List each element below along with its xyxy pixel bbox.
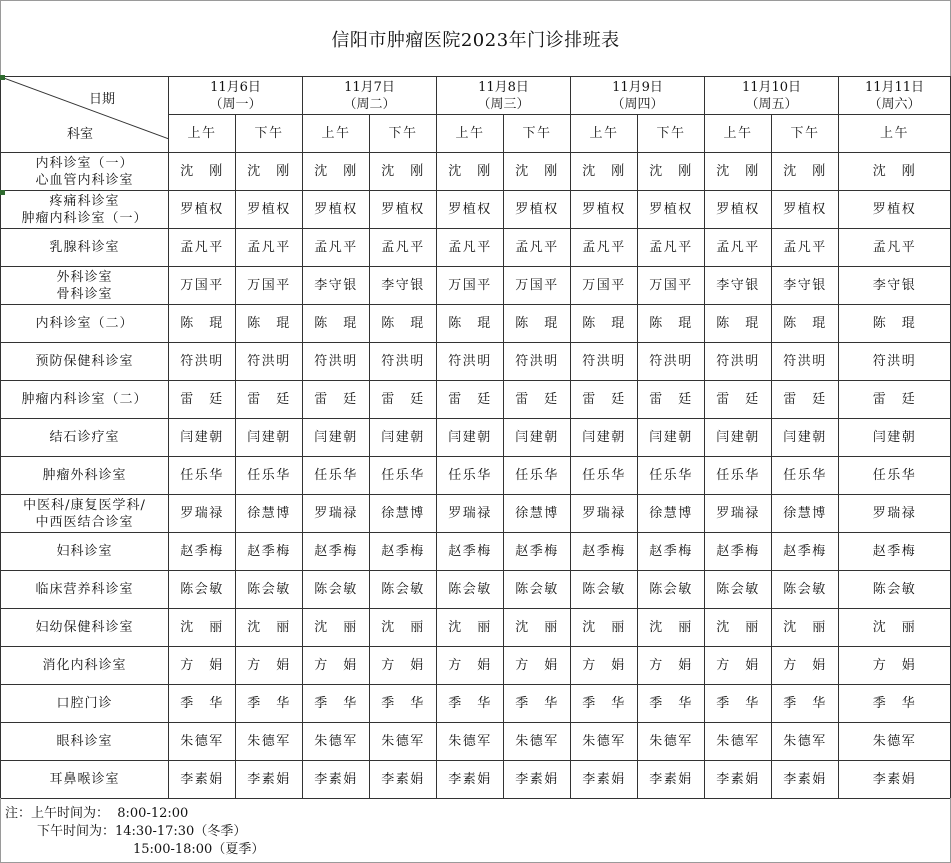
date-header-row <box>1 77 951 115</box>
day-weekday: （周四） <box>611 96 664 112</box>
doctor-cell: 赵季梅 <box>839 533 951 571</box>
department-name: 内科诊室（二） <box>35 316 134 331</box>
department-axis-label: 科室 <box>67 127 94 142</box>
doctor-cell: 孟凡平 <box>303 229 370 267</box>
doctor-cell: 沈 丽 <box>638 609 705 647</box>
doctor-cell: 任乐华 <box>236 457 303 495</box>
doctor-cell: 任乐华 <box>370 457 437 495</box>
doctor-cell: 李素娟 <box>638 761 705 799</box>
department-cell <box>1 685 169 723</box>
doctor-cell: 孟凡平 <box>236 229 303 267</box>
doctor-cell: 闫建朝 <box>839 419 951 457</box>
department-name: 心血管内科诊室 <box>35 172 134 188</box>
corner-header <box>1 77 169 153</box>
day-date: 11月6日 <box>210 79 261 95</box>
session-header: 上午 <box>437 115 504 153</box>
table-row <box>1 571 951 609</box>
doctor-cell: 罗植权 <box>236 191 303 229</box>
doctor-cell: 赵季梅 <box>370 533 437 571</box>
doctor-cell: 万国平 <box>504 267 571 305</box>
doctor-cell: 赵季梅 <box>504 533 571 571</box>
department-name: 外科诊室 <box>56 269 113 285</box>
doctor-cell: 沈 丽 <box>705 609 772 647</box>
doctor-cell: 沈 丽 <box>236 609 303 647</box>
doctor-cell: 李素娟 <box>571 761 638 799</box>
doctor-cell: 符洪明 <box>169 343 236 381</box>
department-cell <box>1 571 169 609</box>
department-name: 中西医结合诊室 <box>35 514 134 530</box>
session-header: 下午 <box>638 115 705 153</box>
doctor-cell: 沈 刚 <box>169 153 236 191</box>
day-date: 11月11日 <box>864 79 925 95</box>
session-header: 下午 <box>772 115 839 153</box>
doctor-cell: 朱德军 <box>571 723 638 761</box>
doctor-cell: 方 娟 <box>303 647 370 685</box>
doctor-cell: 罗植权 <box>370 191 437 229</box>
doctor-cell: 沈 刚 <box>303 153 370 191</box>
doctor-cell: 雷 廷 <box>504 381 571 419</box>
doctor-cell: 闫建朝 <box>705 419 772 457</box>
doctor-cell: 雷 廷 <box>303 381 370 419</box>
table-row <box>1 419 951 457</box>
doctor-cell: 罗瑞禄 <box>571 495 638 533</box>
doctor-cell: 任乐华 <box>169 457 236 495</box>
doctor-cell: 陈会敏 <box>437 571 504 609</box>
doctor-cell: 孟凡平 <box>638 229 705 267</box>
doctor-cell: 罗植权 <box>437 191 504 229</box>
table-row <box>1 229 951 267</box>
doctor-cell: 陈会敏 <box>303 571 370 609</box>
doctor-cell: 朱德军 <box>236 723 303 761</box>
doctor-cell: 罗植权 <box>705 191 772 229</box>
doctor-cell: 方 娟 <box>504 647 571 685</box>
session-header: 下午 <box>370 115 437 153</box>
table-row <box>1 267 951 305</box>
table-row <box>1 723 951 761</box>
department-name: 乳腺科诊室 <box>49 240 120 255</box>
doctor-cell: 罗植权 <box>169 191 236 229</box>
doctor-cell: 赵季梅 <box>169 533 236 571</box>
doctor-cell: 徐慧博 <box>236 495 303 533</box>
doctor-cell: 任乐华 <box>705 457 772 495</box>
day-header <box>571 77 705 115</box>
department-cell <box>1 229 169 267</box>
doctor-cell: 李守银 <box>705 267 772 305</box>
doctor-cell: 李素娟 <box>504 761 571 799</box>
doctor-cell: 李素娟 <box>303 761 370 799</box>
session-header: 下午 <box>504 115 571 153</box>
doctor-cell: 沈 刚 <box>437 153 504 191</box>
doctor-cell: 闫建朝 <box>772 419 839 457</box>
day-header <box>169 77 303 115</box>
department-name: 中医科/康复医学科/ <box>23 497 146 513</box>
doctor-cell: 季 华 <box>504 685 571 723</box>
doctor-cell: 陈 琨 <box>839 305 951 343</box>
department-name: 骨科诊室 <box>56 286 113 302</box>
schedule-table <box>0 76 951 799</box>
doctor-cell: 任乐华 <box>504 457 571 495</box>
doctor-cell: 陈会敏 <box>772 571 839 609</box>
department-cell <box>1 723 169 761</box>
doctor-cell: 季 华 <box>571 685 638 723</box>
doctor-cell: 万国平 <box>236 267 303 305</box>
doctor-cell: 陈 琨 <box>236 305 303 343</box>
table-row <box>1 305 951 343</box>
doctor-cell: 陈 琨 <box>303 305 370 343</box>
page-title: 信阳市肿瘤医院2023年门诊排班表 <box>0 0 951 76</box>
table-row <box>1 153 951 191</box>
doctor-cell: 方 娟 <box>638 647 705 685</box>
doctor-cell: 沈 刚 <box>504 153 571 191</box>
doctor-cell: 朱德军 <box>772 723 839 761</box>
doctor-cell: 朱德军 <box>169 723 236 761</box>
doctor-cell: 孟凡平 <box>504 229 571 267</box>
doctor-cell: 雷 廷 <box>370 381 437 419</box>
day-header <box>839 77 951 115</box>
doctor-cell: 任乐华 <box>638 457 705 495</box>
doctor-cell: 沈 刚 <box>370 153 437 191</box>
doctor-cell: 李守银 <box>839 267 951 305</box>
doctor-cell: 雷 廷 <box>772 381 839 419</box>
doctor-cell: 李守银 <box>303 267 370 305</box>
doctor-cell: 朱德军 <box>705 723 772 761</box>
doctor-cell: 符洪明 <box>370 343 437 381</box>
table-row <box>1 647 951 685</box>
cell-marker <box>0 190 5 195</box>
doctor-cell: 陈会敏 <box>236 571 303 609</box>
department-cell <box>1 381 169 419</box>
doctor-cell: 沈 刚 <box>772 153 839 191</box>
doctor-cell: 朱德军 <box>504 723 571 761</box>
doctor-cell: 雷 廷 <box>169 381 236 419</box>
doctor-cell: 季 华 <box>236 685 303 723</box>
doctor-cell: 符洪明 <box>437 343 504 381</box>
doctor-cell: 闫建朝 <box>169 419 236 457</box>
doctor-cell: 陈 琨 <box>504 305 571 343</box>
doctor-cell: 沈 刚 <box>705 153 772 191</box>
doctor-cell: 沈 丽 <box>169 609 236 647</box>
doctor-cell: 陈 琨 <box>705 305 772 343</box>
doctor-cell: 罗植权 <box>772 191 839 229</box>
doctor-cell: 雷 廷 <box>236 381 303 419</box>
department-cell <box>1 419 169 457</box>
doctor-cell: 雷 廷 <box>571 381 638 419</box>
doctor-cell: 方 娟 <box>370 647 437 685</box>
doctor-cell: 符洪明 <box>839 343 951 381</box>
doctor-cell: 罗瑞禄 <box>169 495 236 533</box>
doctor-cell: 闫建朝 <box>437 419 504 457</box>
session-header: 上午 <box>571 115 638 153</box>
day-weekday: （周三） <box>477 96 530 112</box>
doctor-cell: 李素娟 <box>169 761 236 799</box>
doctor-cell: 罗瑞禄 <box>303 495 370 533</box>
doctor-cell: 沈 丽 <box>370 609 437 647</box>
session-header: 下午 <box>236 115 303 153</box>
doctor-cell: 方 娟 <box>772 647 839 685</box>
department-cell <box>1 267 169 305</box>
doctor-cell: 陈 琨 <box>370 305 437 343</box>
doctor-cell: 季 华 <box>839 685 951 723</box>
doctor-cell: 陈 琨 <box>571 305 638 343</box>
table-row <box>1 381 951 419</box>
department-name: 预防保健科诊室 <box>35 354 134 369</box>
department-cell <box>1 761 169 799</box>
cell-marker <box>0 75 5 80</box>
doctor-cell: 任乐华 <box>571 457 638 495</box>
doctor-cell: 方 娟 <box>705 647 772 685</box>
doctor-cell: 罗植权 <box>571 191 638 229</box>
doctor-cell: 李守银 <box>370 267 437 305</box>
doctor-cell: 季 华 <box>370 685 437 723</box>
doctor-cell: 季 华 <box>169 685 236 723</box>
department-cell <box>1 495 169 533</box>
doctor-cell: 赵季梅 <box>638 533 705 571</box>
department-name: 临床营养科诊室 <box>35 582 134 597</box>
doctor-cell: 闫建朝 <box>571 419 638 457</box>
doctor-cell: 沈 刚 <box>236 153 303 191</box>
note-line-morning: 注：上午时间为： 8:00-12:00 <box>5 806 189 821</box>
department-cell <box>1 609 169 647</box>
doctor-cell: 符洪明 <box>303 343 370 381</box>
doctor-cell: 雷 廷 <box>437 381 504 419</box>
doctor-cell: 方 娟 <box>839 647 951 685</box>
table-row <box>1 685 951 723</box>
department-name: 眼科诊室 <box>56 734 113 749</box>
doctor-cell: 罗植权 <box>839 191 951 229</box>
doctor-cell: 徐慧博 <box>504 495 571 533</box>
doctor-cell: 闫建朝 <box>504 419 571 457</box>
doctor-cell: 陈会敏 <box>169 571 236 609</box>
doctor-cell: 万国平 <box>169 267 236 305</box>
doctor-cell: 闫建朝 <box>638 419 705 457</box>
doctor-cell: 李素娟 <box>839 761 951 799</box>
doctor-cell: 雷 廷 <box>705 381 772 419</box>
department-name: 耳鼻喉诊室 <box>49 772 120 787</box>
doctor-cell: 徐慧博 <box>370 495 437 533</box>
doctor-cell: 沈 丽 <box>303 609 370 647</box>
doctor-cell: 赵季梅 <box>705 533 772 571</box>
doctor-cell: 徐慧博 <box>772 495 839 533</box>
session-header: 上午 <box>303 115 370 153</box>
doctor-cell: 沈 丽 <box>504 609 571 647</box>
doctor-cell: 陈会敏 <box>705 571 772 609</box>
doctor-cell: 李素娟 <box>772 761 839 799</box>
department-cell <box>1 533 169 571</box>
doctor-cell: 符洪明 <box>705 343 772 381</box>
department-name: 口腔门诊 <box>56 696 113 711</box>
doctor-cell: 赵季梅 <box>303 533 370 571</box>
doctor-cell: 李素娟 <box>705 761 772 799</box>
doctor-cell: 孟凡平 <box>705 229 772 267</box>
day-date: 11月9日 <box>612 79 663 95</box>
doctor-cell: 任乐华 <box>772 457 839 495</box>
doctor-cell: 符洪明 <box>638 343 705 381</box>
doctor-cell: 沈 丽 <box>839 609 951 647</box>
doctor-cell: 陈 琨 <box>772 305 839 343</box>
doctor-cell: 符洪明 <box>504 343 571 381</box>
doctor-cell: 罗植权 <box>303 191 370 229</box>
doctor-cell: 罗植权 <box>504 191 571 229</box>
session-header: 上午 <box>705 115 772 153</box>
doctor-cell: 沈 丽 <box>772 609 839 647</box>
doctor-cell: 陈会敏 <box>504 571 571 609</box>
doctor-cell: 季 华 <box>705 685 772 723</box>
day-date: 11月7日 <box>344 79 395 95</box>
doctor-cell: 方 娟 <box>236 647 303 685</box>
date-axis-label: 日期 <box>89 92 116 107</box>
doctor-cell: 沈 丽 <box>437 609 504 647</box>
session-header: 上午 <box>839 115 951 153</box>
doctor-cell: 符洪明 <box>236 343 303 381</box>
day-header <box>303 77 437 115</box>
day-weekday: （周五） <box>745 96 798 112</box>
department-name: 消化内科诊室 <box>42 658 127 673</box>
day-weekday: （周二） <box>343 96 396 112</box>
day-weekday: （周六） <box>868 96 921 112</box>
department-name: 妇科诊室 <box>56 544 113 559</box>
department-name: 疼痛科诊室 <box>49 193 120 209</box>
table-row <box>1 343 951 381</box>
doctor-cell: 朱德军 <box>370 723 437 761</box>
department-cell <box>1 305 169 343</box>
doctor-cell: 孟凡平 <box>839 229 951 267</box>
doctor-cell: 陈会敏 <box>638 571 705 609</box>
doctor-cell: 孟凡平 <box>370 229 437 267</box>
department-cell <box>1 647 169 685</box>
department-name: 肿瘤外科诊室 <box>42 468 127 483</box>
doctor-cell: 陈会敏 <box>370 571 437 609</box>
doctor-cell: 朱德军 <box>303 723 370 761</box>
doctor-cell: 雷 廷 <box>839 381 951 419</box>
table-row <box>1 609 951 647</box>
doctor-cell: 孟凡平 <box>772 229 839 267</box>
doctor-cell: 沈 丽 <box>571 609 638 647</box>
doctor-cell: 徐慧博 <box>638 495 705 533</box>
department-name: 内科诊室（一） <box>35 155 134 171</box>
department-name: 肿瘤内科诊室（二） <box>21 392 148 407</box>
table-row <box>1 495 951 533</box>
day-header <box>705 77 839 115</box>
doctor-cell: 闫建朝 <box>303 419 370 457</box>
doctor-cell: 陈会敏 <box>571 571 638 609</box>
doctor-cell: 沈 刚 <box>571 153 638 191</box>
doctor-cell: 罗植权 <box>638 191 705 229</box>
doctor-cell: 陈 琨 <box>638 305 705 343</box>
department-name: 肿瘤内科诊室（一） <box>21 210 148 226</box>
doctor-cell: 闫建朝 <box>370 419 437 457</box>
doctor-cell: 罗瑞禄 <box>705 495 772 533</box>
doctor-cell: 季 华 <box>303 685 370 723</box>
doctor-cell: 赵季梅 <box>772 533 839 571</box>
doctor-cell: 方 娟 <box>437 647 504 685</box>
department-cell <box>1 153 169 191</box>
doctor-cell: 方 娟 <box>169 647 236 685</box>
doctor-cell: 朱德军 <box>638 723 705 761</box>
doctor-cell: 陈 琨 <box>169 305 236 343</box>
doctor-cell: 万国平 <box>638 267 705 305</box>
doctor-cell: 朱德军 <box>839 723 951 761</box>
doctor-cell: 李素娟 <box>236 761 303 799</box>
doctor-cell: 闫建朝 <box>236 419 303 457</box>
doctor-cell: 任乐华 <box>839 457 951 495</box>
department-name: 结石诊疗室 <box>49 430 120 445</box>
department-cell <box>1 343 169 381</box>
doctor-cell: 任乐华 <box>437 457 504 495</box>
table-row <box>1 761 951 799</box>
table-row <box>1 533 951 571</box>
doctor-cell: 符洪明 <box>571 343 638 381</box>
doctor-cell: 李素娟 <box>437 761 504 799</box>
table-row <box>1 191 951 229</box>
note-line-afternoon-summer: 15:00-18:00（夏季） <box>133 842 265 857</box>
doctor-cell: 陈 琨 <box>437 305 504 343</box>
doctor-cell: 赵季梅 <box>236 533 303 571</box>
session-header: 上午 <box>169 115 236 153</box>
hours-note <box>0 798 951 863</box>
day-weekday: （周一） <box>209 96 262 112</box>
doctor-cell: 季 华 <box>638 685 705 723</box>
department-cell <box>1 191 169 229</box>
doctor-cell: 赵季梅 <box>571 533 638 571</box>
doctor-cell: 孟凡平 <box>169 229 236 267</box>
doctor-cell: 万国平 <box>437 267 504 305</box>
department-name: 妇幼保健科诊室 <box>35 620 134 635</box>
doctor-cell: 李素娟 <box>370 761 437 799</box>
day-date: 11月8日 <box>478 79 529 95</box>
doctor-cell: 孟凡平 <box>571 229 638 267</box>
doctor-cell: 万国平 <box>571 267 638 305</box>
doctor-cell: 赵季梅 <box>437 533 504 571</box>
table-row <box>1 457 951 495</box>
doctor-cell: 罗瑞禄 <box>839 495 951 533</box>
doctor-cell: 方 娟 <box>571 647 638 685</box>
doctor-cell: 雷 廷 <box>638 381 705 419</box>
department-cell <box>1 457 169 495</box>
doctor-cell: 沈 刚 <box>839 153 951 191</box>
note-line-afternoon-winter: 下午时间为：14:30-17:30（冬季） <box>37 824 247 839</box>
doctor-cell: 沈 刚 <box>638 153 705 191</box>
doctor-cell: 季 华 <box>772 685 839 723</box>
doctor-cell: 朱德军 <box>437 723 504 761</box>
doctor-cell: 李守银 <box>772 267 839 305</box>
doctor-cell: 符洪明 <box>772 343 839 381</box>
doctor-cell: 罗瑞禄 <box>437 495 504 533</box>
day-date: 11月10日 <box>741 79 802 95</box>
doctor-cell: 陈会敏 <box>839 571 951 609</box>
doctor-cell: 任乐华 <box>303 457 370 495</box>
doctor-cell: 季 华 <box>437 685 504 723</box>
doctor-cell: 孟凡平 <box>437 229 504 267</box>
day-header <box>437 77 571 115</box>
